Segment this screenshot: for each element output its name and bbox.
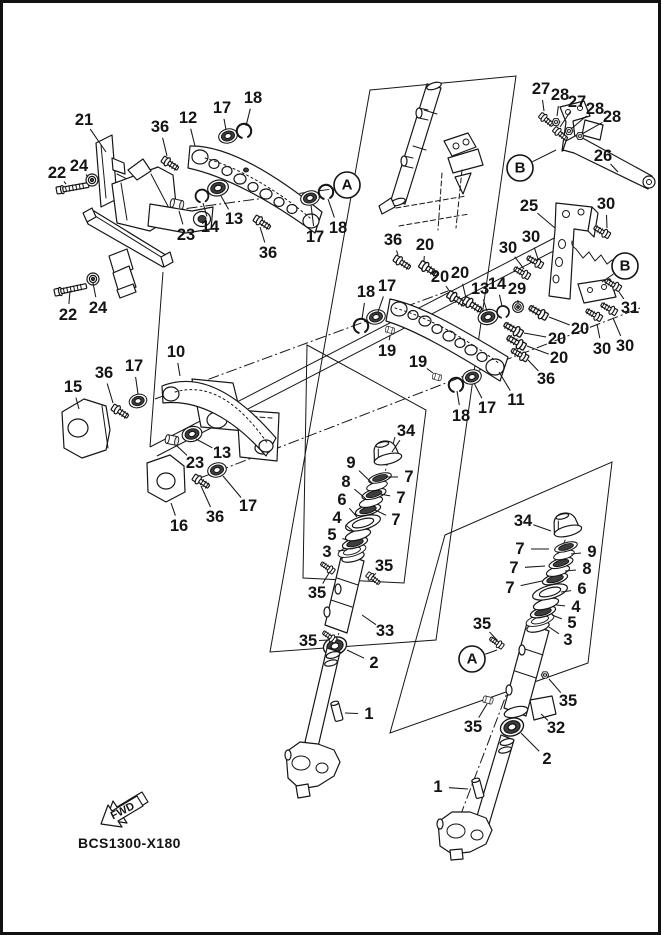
bearing-17 — [217, 127, 239, 145]
ref-view-label-A: A — [341, 176, 353, 194]
callout-leader-18 — [457, 391, 459, 405]
callout-leader-19 — [427, 369, 433, 374]
ref-view-label-B: B — [619, 257, 631, 275]
bearing-17 — [206, 461, 228, 479]
part-number-36: 36 — [536, 370, 556, 388]
pin-19 — [385, 326, 395, 334]
callout-leader-14 — [499, 295, 502, 306]
part-number-2: 2 — [542, 750, 552, 768]
bushing-23 — [165, 434, 180, 445]
ref-view-label-A: A — [466, 650, 478, 668]
part-number-6: 6 — [337, 491, 347, 509]
part-number-34: 34 — [513, 512, 533, 530]
bolt-22 — [56, 181, 89, 195]
part-number-17: 17 — [238, 497, 258, 515]
oring-18 — [237, 124, 251, 138]
part-number-8: 8 — [582, 560, 592, 578]
part-number-36: 36 — [383, 231, 403, 249]
part-number-35: 35 — [298, 632, 318, 650]
part-number-17: 17 — [212, 99, 232, 117]
part-number-35: 35 — [463, 718, 483, 736]
part-number-30: 30 — [521, 228, 541, 246]
steering-head-tube — [379, 81, 442, 214]
callout-leader-36 — [107, 384, 113, 404]
part-number-5: 5 — [567, 614, 577, 632]
callout-leader-13 — [196, 439, 212, 448]
part-number-15: 15 — [63, 378, 83, 396]
callout-leader-1 — [449, 788, 468, 789]
ref-leader-B — [533, 150, 557, 162]
part-number-7: 7 — [509, 559, 519, 577]
part-number-36: 36 — [150, 118, 170, 136]
clip-spring-31 — [576, 249, 616, 266]
bolt-20 — [527, 303, 549, 322]
callout-leader-4 — [556, 605, 565, 606]
bolt-36 — [191, 473, 211, 491]
part-number-20: 20 — [549, 349, 569, 367]
steering-knuckle-right — [437, 812, 492, 860]
part-number-36: 36 — [205, 508, 225, 526]
part-number-18: 18 — [328, 219, 348, 237]
callout-leader-18 — [362, 303, 364, 319]
nut-35 — [541, 672, 548, 678]
circlip-14 — [196, 190, 209, 202]
callout-leader-31 — [619, 292, 624, 299]
part-number-5: 5 — [327, 526, 337, 544]
part-number-31: 31 — [620, 299, 640, 317]
callout-leader-30 — [534, 248, 538, 260]
part-number-19: 19 — [408, 353, 428, 371]
washer-17 — [128, 392, 149, 409]
part-number-7: 7 — [391, 511, 401, 529]
part-number-17: 17 — [124, 357, 144, 375]
callout-leader-35 — [479, 704, 487, 718]
part-number-23: 23 — [185, 454, 205, 472]
nut-29 — [513, 302, 524, 313]
callout-leader-36 — [397, 250, 399, 255]
callout-leader-17 — [378, 296, 383, 312]
callout-leader-17 — [224, 119, 226, 130]
callout-leader-3 — [549, 627, 559, 634]
callout-leader-9 — [359, 471, 372, 483]
part-number-1: 1 — [433, 778, 443, 796]
part-number-17: 17 — [477, 399, 497, 417]
part-number-27: 27 — [531, 80, 551, 98]
part-number-1: 1 — [364, 705, 374, 723]
part-number-14: 14 — [200, 218, 220, 236]
callout-leader-33 — [362, 615, 376, 625]
part-number-35: 35 — [307, 584, 327, 602]
part-number-17: 17 — [377, 277, 397, 295]
bolt-35 — [319, 560, 336, 575]
diagram-code: BCS1300-X180 — [78, 835, 181, 851]
callout-leader-2 — [521, 733, 539, 751]
part-number-3: 3 — [563, 631, 573, 649]
part-number-18: 18 — [356, 283, 376, 301]
part-number-26: 26 — [593, 147, 613, 165]
part-number-7: 7 — [396, 489, 406, 507]
part-number-13: 13 — [470, 280, 490, 298]
part-number-7: 7 — [404, 468, 414, 486]
part-number-30: 30 — [615, 337, 635, 355]
part-number-10: 10 — [166, 343, 186, 361]
callout-leader-36 — [163, 138, 167, 156]
part-number-14: 14 — [487, 275, 507, 293]
part-number-29: 29 — [507, 280, 527, 298]
callout-leader-35 — [549, 679, 561, 693]
callout-leader-17 — [474, 383, 482, 398]
callout-leader-16 — [171, 503, 175, 516]
fwd-arrow — [101, 792, 148, 827]
bolt-20 — [502, 320, 524, 339]
nut-28 — [552, 119, 560, 126]
callout-leader-7 — [521, 581, 542, 586]
callout-leader-7 — [525, 566, 545, 567]
part-number-23: 23 — [176, 226, 196, 244]
part-number-28: 28 — [602, 108, 622, 126]
part-number-8: 8 — [341, 473, 351, 491]
part-number-27: 27 — [567, 93, 587, 111]
callout-leader-27 — [543, 100, 545, 111]
callout-leader-34 — [533, 525, 551, 531]
part-number-9: 9 — [346, 454, 356, 472]
callout-leader-22 — [69, 291, 70, 304]
part-number-20: 20 — [430, 268, 450, 286]
part-number-20: 20 — [570, 320, 590, 338]
part-number-18: 18 — [243, 89, 263, 107]
part-number-34: 34 — [396, 422, 416, 440]
oring-18 — [354, 319, 368, 333]
part-number-4: 4 — [332, 509, 342, 527]
part-number-6: 6 — [577, 580, 587, 598]
callout-leader-1 — [345, 713, 358, 714]
part-number-28: 28 — [550, 86, 570, 104]
callout-leader-10 — [178, 363, 180, 376]
part-number-36: 36 — [258, 244, 278, 262]
part-number-24: 24 — [88, 299, 108, 317]
bolt-36 — [252, 214, 272, 232]
part-number-25: 25 — [519, 197, 539, 215]
callout-leader-30 — [613, 318, 621, 336]
callout-leader-17 — [136, 377, 138, 394]
part-number-30: 30 — [592, 340, 612, 358]
bearing-17 — [461, 368, 483, 386]
part-number-7: 7 — [505, 579, 515, 597]
ref-view-label-B: B — [514, 159, 526, 177]
callout-leader-20 — [549, 317, 570, 325]
bolt-36 — [392, 254, 412, 272]
part-number-35: 35 — [472, 615, 492, 633]
callout-leader-12 — [191, 129, 195, 146]
callout-leader-35 — [323, 573, 329, 584]
callout-leader-30 — [597, 324, 600, 338]
callout-leader-28 — [557, 106, 558, 116]
part-number-21: 21 — [74, 111, 94, 129]
bolt-35 — [488, 635, 505, 650]
callout-leader-2 — [347, 650, 364, 658]
callout-leader-20 — [463, 284, 466, 298]
part-number-35: 35 — [374, 557, 394, 575]
part-number-11: 11 — [507, 391, 525, 409]
part-number-36: 36 — [94, 364, 114, 382]
bracket-25 — [549, 203, 616, 303]
pin-1 — [330, 700, 343, 721]
callout-leader-30 — [607, 215, 608, 228]
dust-cover-15 — [62, 399, 110, 458]
part-number-13: 13 — [224, 210, 244, 228]
bolt-30 — [599, 301, 618, 317]
part-number-12: 12 — [178, 109, 198, 127]
part-number-28: 28 — [585, 100, 605, 118]
callout-leader-19 — [389, 336, 390, 340]
pin-1 — [471, 777, 484, 798]
part-number-17: 17 — [305, 228, 325, 246]
bolt-30 — [525, 254, 544, 270]
callout-leader-20 — [524, 333, 546, 337]
fwd-label: FWD — [108, 800, 137, 823]
part-number-3: 3 — [322, 543, 332, 561]
part-number-9: 9 — [587, 543, 597, 561]
oring-18 — [319, 185, 333, 199]
callout-leader-18 — [328, 199, 334, 218]
bolt-22 — [54, 282, 88, 297]
part-number-22: 22 — [47, 164, 67, 182]
part-number-30: 30 — [498, 239, 518, 257]
cap-34 — [550, 510, 583, 540]
part-number-33: 33 — [375, 622, 395, 640]
part-number-19: 19 — [377, 342, 397, 360]
callout-leader-35 — [319, 640, 329, 641]
part-number-30: 30 — [596, 195, 616, 213]
part-number-18: 18 — [451, 407, 471, 425]
part-number-32: 32 — [546, 719, 566, 737]
bolt-20 — [462, 295, 484, 314]
part-number-20: 20 — [415, 236, 435, 254]
cap-34 — [370, 438, 403, 468]
dust-cover-16 — [147, 455, 185, 502]
callout-leader-17 — [223, 476, 241, 498]
nut-24 — [86, 174, 98, 186]
part-number-22: 22 — [58, 306, 78, 324]
pin-19 — [432, 373, 442, 381]
steering-knuckle-left — [285, 742, 340, 798]
callout-leader-18 — [246, 109, 250, 126]
part-number-24: 24 — [69, 157, 89, 175]
part-number-16: 16 — [169, 517, 189, 535]
callout-leader-36 — [260, 227, 265, 243]
callout-leader-36 — [201, 486, 211, 507]
callout-leader-11 — [499, 372, 510, 391]
part-number-4: 4 — [571, 598, 581, 616]
ref-leader-A — [485, 650, 497, 654]
callout-leader-7 — [375, 510, 386, 515]
bolt-36 — [110, 403, 130, 421]
callout-leader-25 — [537, 213, 555, 228]
fork-tube-33 — [325, 553, 364, 633]
circlip-14 — [497, 306, 509, 318]
part-number-20: 20 — [547, 330, 567, 348]
oring-18 — [449, 378, 463, 392]
part-number-20: 20 — [450, 264, 470, 282]
part-number-35: 35 — [558, 692, 578, 710]
part-number-13: 13 — [212, 444, 232, 462]
bolt-27 — [538, 112, 556, 129]
part-number-7: 7 — [515, 540, 525, 558]
part-number-2: 2 — [369, 654, 379, 672]
